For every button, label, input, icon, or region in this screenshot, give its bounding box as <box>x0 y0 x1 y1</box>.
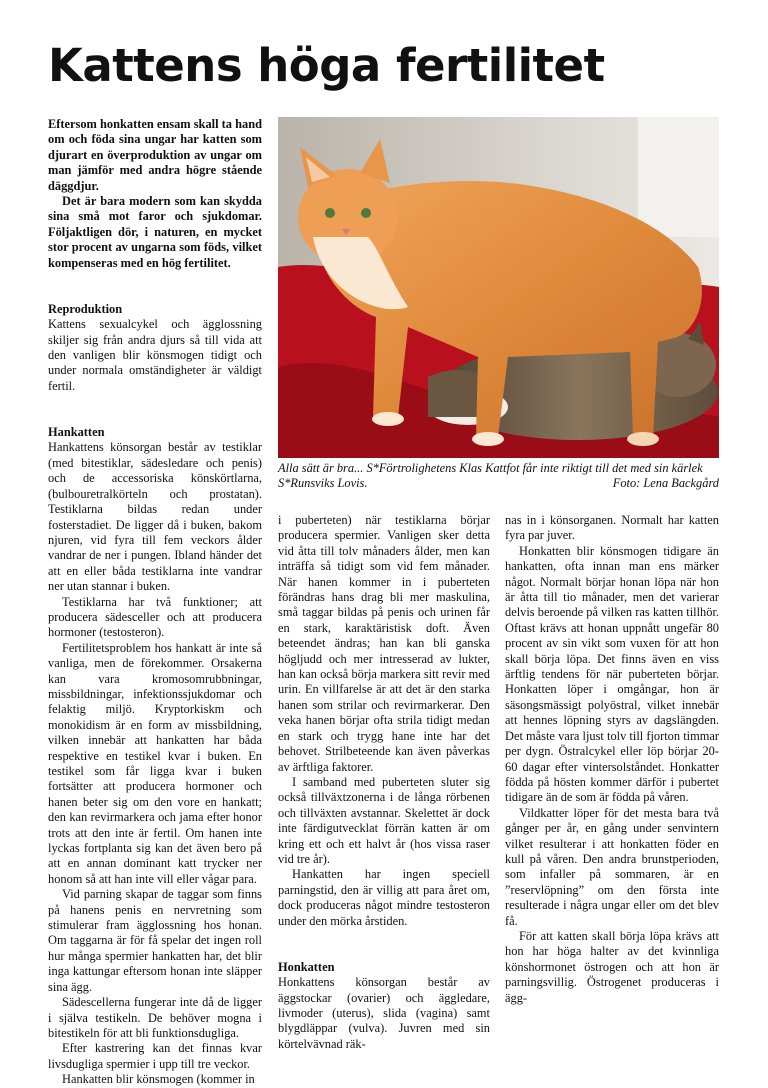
body-paragraph: Vildkatter löper för det mesta bara två gånger per år, en gång under senvintern vilket resulterar i att honkatten föder en kull på våren. Den andra brunstperioden, som infaller på sommaren, är en ”reservlöpning” om den första inte resulterade i några ungar eller om det blev få. <box>505 805 719 928</box>
body-paragraph: Honkattens könsorgan består av äggstockar (ovarier) och äggledare, livmoder (uterus), slida (vagina) samt blygdläppar (vulva). Juvren med sin körtelvävnad räk- <box>278 975 490 1051</box>
section-heading-hankatten: Hankatten <box>48 425 105 440</box>
body-paragraph: Hankatten har ingen speciell parningstid, den är villig att para året om, dock produceras något mindre testosteron under den mörka årstiden. <box>278 867 490 928</box>
lead-text-1: Eftersom honkatten ensam skall ta hand om och föda sina ungar har katten som djurart en överproduktion av ungar om man jämför med andra högre stående däggdjur. <box>48 117 262 193</box>
body-paragraph: Hankattens könsorgan består av testiklar (med bitestiklar, sädesledare och penis) och de accessoriska könskörtlarna, (bulbouretralkörteln och prostatan). Testiklarna bildas redan under fosterstadiet. De ligger då i buken, bakom njuren, vid fyra till fem veckors ålder vandrar de ner i pungen. Ibland händer det att en eller båda testiklarna inte vandrar ner utan stannar i buken. <box>48 440 262 594</box>
body-paragraph: För att katten skall börja löpa krävs att hon har höga halter av det kvinnliga könshormonet östrogen och att hon är parningsvillig. Östrogenet produceras i ägg- <box>505 928 719 1005</box>
body-paragraph: Honkatten blir könsmogen tidigare än hankatten, ofta innan man ens märker något. Normalt börjar honan löpa när hon är åtta till tio månader, men det varierar delvis beroende på vilken ras katten tillhör. Oftast krävs att honan uppnått ungefär 80 procent av sin vikt som vuxen för att hon skall börja löpa. Det finns även en viss ärftlig tendens för när puberteten börjar. Honkatten löper i omgångar, hon är säsongsmässigt polyöstral, vilket innebär att hennes löpning styrs av dagslängden. Det måste vara ljust tolv till fjorton timmar per dygn. Östralcykel eller löp börjar 20-60 dagar efter vintersolståndet. Honkatter födda på hösten kommer därför i pubertet tidigare än de som är födda på våren. <box>505 543 719 805</box>
section-heading-reproduktion: Reproduktion <box>48 301 123 316</box>
body-paragraph: Sädescellerna fungerar inte då de ligger i själva testikeln. De behöver mogna i bitestikeln för att bli funktionsdugliga. <box>48 995 262 1040</box>
column-3 <box>505 513 719 1006</box>
cats-photo-illustration <box>278 117 719 458</box>
lead-text-2: Det är bara modern som kan skydda sina små mot faror och sjukdomar. Följaktligen dör, i naturen, en mycket stor procent av ungarna som föds, vilket kompenseras med en hög fertilitet. <box>48 194 262 270</box>
body-paragraph: Vid parning skapar de taggar som finns på hanens penis en nervretning som stimulerar fram ägglossning hos honan. Om taggarna är för få spelar det ingen roll hur många spermier hankatten har, det blir inga kattungar eftersom honan inte släpper sina ägg. <box>48 887 262 994</box>
caption-text: Alla sätt är bra... S*Förtrolighetens Klas Kattfot får inte riktigt till det med sin kärlek S*Runsviks Lovis. <box>278 461 703 490</box>
cats-photo <box>278 117 719 458</box>
body-paragraph: Kattens sexualcykel och ägglossning skiljer sig från andra djurs så till vida att den vanligen blir könsmogen tidigt och under normala omständigheter är väldigt fertil. <box>48 317 262 393</box>
photo-credit: Foto: Lena Backgård <box>612 476 719 490</box>
body-paragraph: Fertilitetsproblem hos hankatt är inte så vanliga, men de förekommer. Orsakerna kan vara kromosomrubbningar, missbildningar, infektionssjukdomar och felaktig miljö. Kryptorkiskm och monokidism är en form av missbildning, vilken innebär att hankatten har båda respektive en testikel kvar i buken. En testikel som får ligga kvar i buken fortsätter att producera hormoner och hanen beter sig om den vore en hankatt; den kan revirmarkera och jama efter honor trots att den inte är fertil. Om hanen inte lyckas fortplanta sig kan det även bero på att en annan dominant katt trycker ner honom så att han inte vill eller vågar para. <box>48 640 262 886</box>
column-2 <box>278 513 490 1052</box>
body-paragraph: Hankatten blir könsmogen (kommer in <box>62 1072 255 1087</box>
body-paragraph: Testiklarna har två funktioner; att producera sädesceller och att producera hormoner (testosteron). <box>48 594 262 640</box>
photo-caption <box>278 461 719 491</box>
body-paragraph: Efter kastrering kan det finnas kvar livsdugliga spermier i upp till tre veckor. <box>48 1041 262 1071</box>
article-title: Kattens höga fertilitet <box>48 39 605 92</box>
lead-paragraph <box>48 117 262 271</box>
section-heading-honkatten: Honkatten <box>278 959 335 974</box>
body-paragraph: i puberteten) när testiklarna börjar producera spermier. Vanligen sker detta vid åtta till tolv månaders ålder, men kan inträffa så tidigt som vid fem månader. När hanen kommer in i puberteten förändras hans drag bli mer maskulina, små taggar bildas på penis och urinen får en stark, karaktäristisk doft. Även beteendet ändras; han kan bli ganska högljudd och mer intresserad av lukter, han kan också börja markera sitt revir med urin. En villfarelse är att det är den starka hanen som strilar och revirmarkerar. Den veka hanen börjar ofta strila tidigt medan en stark och trygg hane inte har det behovet. Strilbeteende kan även påverkas av ärftliga faktorer. <box>278 513 490 774</box>
body-paragraph: nas in i könsorganen. Normalt har katten fyra par juver. <box>505 513 719 543</box>
body-paragraph: I samband med puberteten sluter sig också tillväxtzonerna i de långa rörbenen och tillväxten avstannar. Skelettet är dock inte färdigutvecklat förrän katten är om kring ett och ett halvt år (hos vissa raser vid tre år). <box>278 774 490 866</box>
column-1 <box>48 117 262 1088</box>
